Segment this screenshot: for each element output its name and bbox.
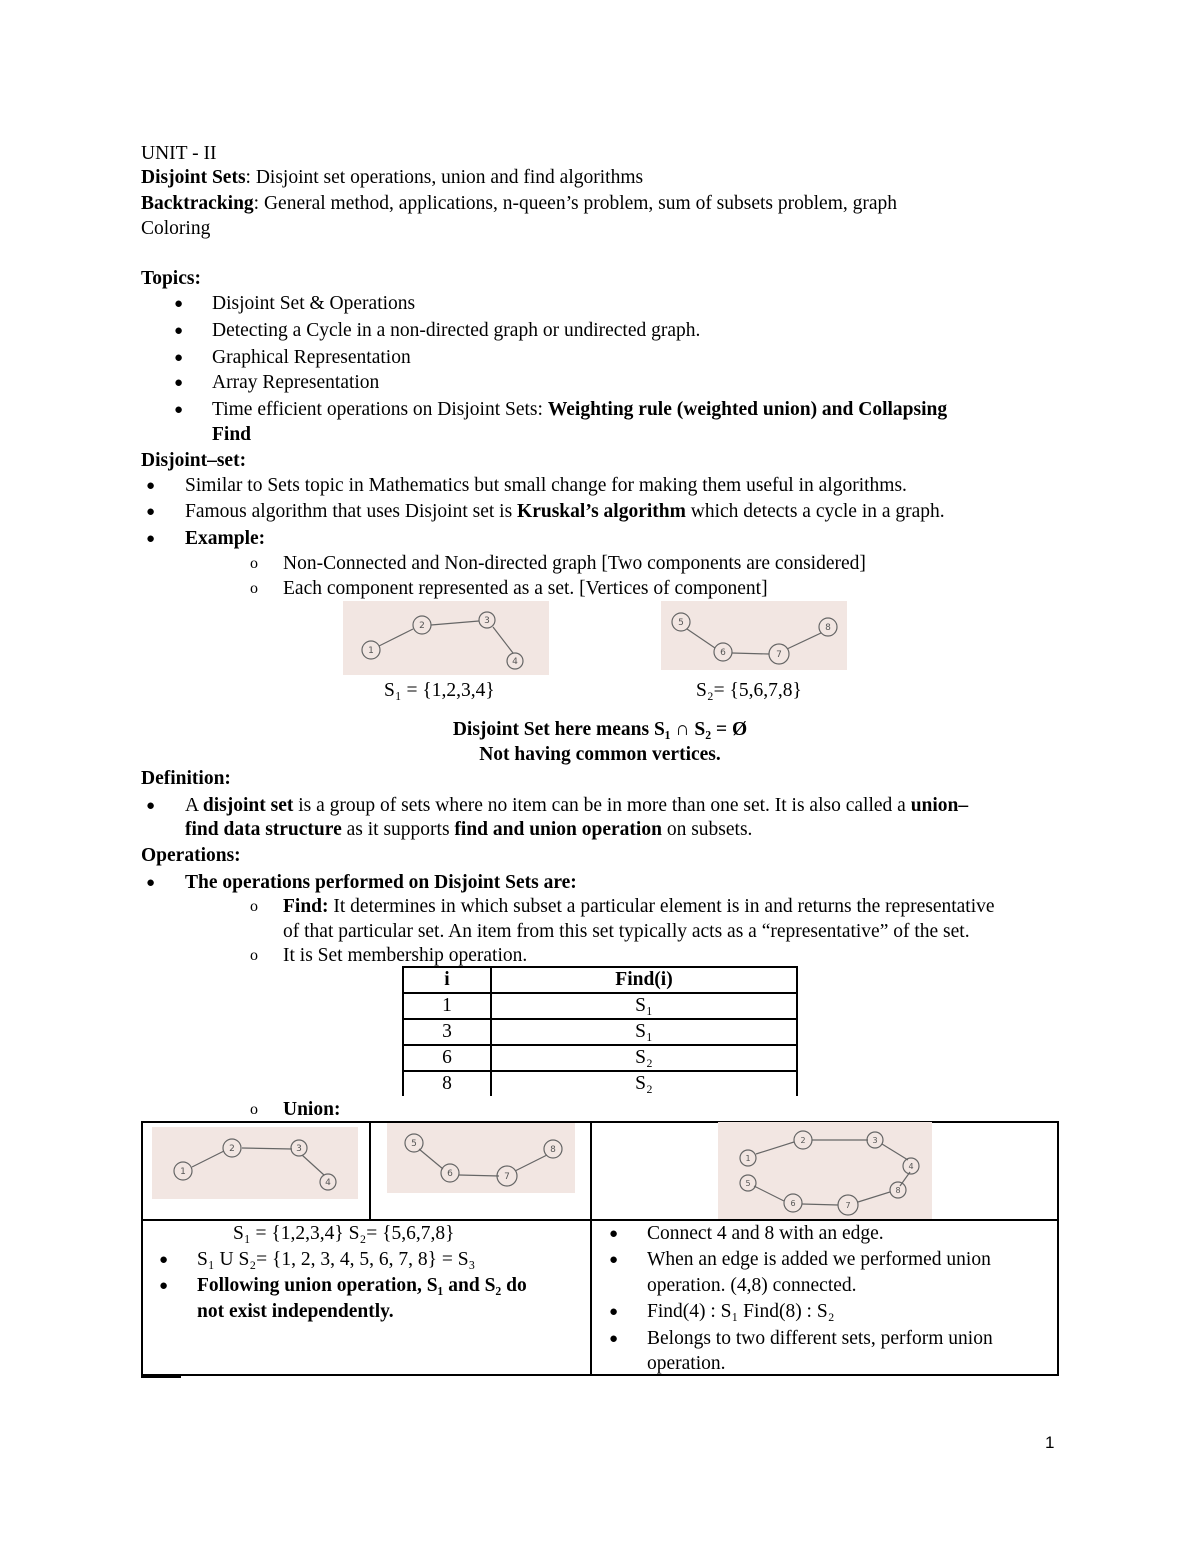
table-row: [403, 1071, 797, 1096]
bullet-icon: ●: [146, 875, 156, 891]
circle-bullet-icon: o: [250, 555, 258, 572]
bullet-icon: ●: [174, 402, 184, 418]
cell-i: 8: [403, 1071, 491, 1096]
cell-find: S₂: [491, 1071, 797, 1096]
bullet-icon: ●: [146, 798, 156, 814]
circle-bullet-icon: o: [250, 1101, 258, 1118]
topic-item-cont: Find: [212, 424, 252, 445]
union-step-4-cont: operation.: [647, 1353, 726, 1374]
bullet-icon: ●: [146, 478, 156, 494]
node-label: 4: [512, 657, 518, 667]
node-label: 3: [484, 616, 490, 626]
operations-bullet: The operations performed on Disjoint Sets are:: [185, 872, 577, 893]
node-label: 1: [368, 646, 374, 656]
cell-find: S₁: [491, 993, 797, 1019]
union-note-cont: not exist independently.: [197, 1301, 394, 1322]
definition-heading: Definition:: [141, 768, 231, 789]
definition-text-cont: find data structure as it supports find and union operation on subsets.: [185, 819, 753, 840]
union-result: S₁ U S₂= {1, 2, 3, 4, 5, 6, 7, 8} = S₃: [197, 1249, 476, 1270]
find-table: [402, 966, 798, 1096]
find-description-cont: of that particular set. An item from this set typically acts as a “representative” of the set.: [283, 921, 970, 942]
topic-item: Detecting a Cycle in a non-directed graph or undirected graph.: [212, 320, 701, 341]
s2-caption: S₂= {5,6,7,8}: [696, 680, 802, 701]
header-find: Find(i): [491, 967, 797, 993]
cell-find: S₂: [491, 1045, 797, 1071]
circle-bullet-icon: o: [250, 947, 258, 964]
disjoint-sets-syllabus: Disjoint Sets: Disjoint set operations, union and find algorithms: [141, 167, 644, 188]
union-result-graph-drawing: [718, 1122, 932, 1219]
bullet-icon: ●: [609, 1252, 619, 1268]
union-note: Following union operation, S₁ and S₂ do: [197, 1275, 527, 1296]
bullet-icon: ●: [174, 375, 184, 391]
circle-bullet-icon: o: [250, 898, 258, 915]
node-label: 2: [419, 621, 425, 631]
union-label: Union:: [283, 1099, 341, 1120]
table-row: [403, 1045, 797, 1071]
operations-heading: Operations:: [141, 845, 241, 866]
example-label: Example:: [185, 528, 266, 549]
topic-item: Time efficient operations on Disjoint Sets: Weighting rule (weighted union) and Collapsing: [212, 399, 948, 420]
topic-item: Disjoint Set & Operations: [212, 293, 416, 314]
node-label: 3: [872, 1136, 878, 1145]
node-label: 2: [229, 1144, 235, 1154]
disjoint-meaning-2: Not having common vertices.: [479, 744, 721, 765]
node-label: 4: [908, 1162, 914, 1171]
bullet-icon: ●: [174, 323, 184, 339]
table-divider: [369, 1121, 371, 1220]
graph-s2-drawing: [661, 601, 847, 670]
union-step-2-cont: operation. (4,8) connected.: [647, 1275, 857, 1296]
node-label: 5: [411, 1139, 417, 1149]
table-row: [403, 1019, 797, 1045]
disjoint-set-heading: Disjoint–set:: [141, 450, 247, 471]
page-number: 1: [1045, 1433, 1055, 1452]
node-label: 3: [296, 1144, 302, 1154]
unit-title: UNIT - II: [141, 143, 217, 164]
topic-item: Array Representation: [212, 372, 380, 393]
node-label: 8: [550, 1145, 556, 1155]
union-graph-s1-drawing: [152, 1127, 358, 1199]
node-label: 6: [790, 1199, 796, 1208]
node-label: 2: [800, 1136, 806, 1145]
topic-item: Graphical Representation: [212, 347, 411, 368]
node-label: 4: [325, 1178, 331, 1188]
union-sets-caption: S₁ = {1,2,3,4} S₂= {5,6,7,8}: [233, 1223, 455, 1244]
bullet-icon: ●: [146, 504, 156, 520]
union-step-2: When an edge is added we performed union: [647, 1249, 991, 1270]
example-item-1: Non-Connected and Non-directed graph [Two components are considered]: [283, 553, 866, 574]
table-header-row: [403, 967, 797, 993]
disjoint-bullet-1: Similar to Sets topic in Mathematics but small change for making them useful in algorithms.: [185, 475, 907, 496]
union-step-1: Connect 4 and 8 with an edge.: [647, 1223, 884, 1244]
node-label: 8: [895, 1186, 901, 1195]
node-label: 7: [776, 650, 782, 660]
graph-s2-image: [661, 601, 847, 670]
definition-text: A disjoint set is a group of sets where no item can be in more than one set. It is also called a union–: [185, 795, 969, 816]
node-label: 8: [825, 623, 831, 633]
backtracking-syllabus: Backtracking: General method, applications, n-queen’s problem, sum of subsets problem, graph: [141, 193, 898, 214]
union-step-4: Belongs to two different sets, perform union: [647, 1328, 993, 1349]
bullet-icon: ●: [609, 1226, 619, 1242]
header-i: i: [403, 967, 491, 993]
union-result-graph-image: [718, 1122, 932, 1219]
bullet-icon: ●: [174, 350, 184, 366]
cell-i: 6: [403, 1045, 491, 1071]
topics-heading: Topics:: [141, 268, 201, 289]
graph-s1-image: [343, 601, 549, 675]
example-item-2: Each component represented as a set. [Vertices of component]: [283, 578, 768, 599]
backtracking-syllabus-cont: Coloring: [141, 218, 211, 239]
bullet-icon: ●: [159, 1252, 169, 1268]
node-label: 7: [845, 1201, 851, 1210]
node-label: 7: [504, 1172, 510, 1182]
bullet-icon: ●: [609, 1331, 619, 1347]
node-label: 6: [720, 648, 726, 658]
node-label: 1: [745, 1154, 751, 1163]
cell-find: S₁: [491, 1019, 797, 1045]
bullet-icon: ●: [146, 531, 156, 547]
find-description: Find: It determines in which subset a particular element is in and returns the representative: [283, 896, 995, 917]
bullet-icon: ●: [174, 296, 184, 312]
cell-i: 3: [403, 1019, 491, 1045]
table-divider: [141, 1219, 1059, 1221]
bullet-icon: ●: [609, 1304, 619, 1320]
circle-bullet-icon: o: [250, 580, 258, 597]
cell-i: 1: [403, 993, 491, 1019]
s1-caption: S₁ = {1,2,3,4}: [384, 680, 495, 701]
membership-text: It is Set membership operation.: [283, 945, 528, 966]
graph-s1-drawing: [343, 601, 549, 675]
node-label: 6: [447, 1169, 453, 1179]
table-divider: [141, 1376, 181, 1378]
union-step-3: Find(4) : S₁ Find(8) : S₂: [647, 1301, 835, 1322]
node-label: 5: [745, 1179, 751, 1188]
bullet-icon: ●: [159, 1278, 169, 1294]
node-label: 1: [180, 1167, 186, 1177]
table-row: [403, 993, 797, 1019]
node-label: 5: [678, 618, 684, 628]
union-graph-s2-image: [387, 1123, 575, 1193]
disjoint-bullet-2: Famous algorithm that uses Disjoint set is Kruskal’s algorithm which detects a cycle in a graph.: [185, 501, 945, 522]
union-graph-s1-image: [152, 1127, 358, 1199]
disjoint-meaning: Disjoint Set here means S₁ ∩ S₂ = Ø: [452, 719, 748, 740]
table-divider: [590, 1121, 592, 1376]
union-graph-s2-drawing: [387, 1123, 575, 1193]
